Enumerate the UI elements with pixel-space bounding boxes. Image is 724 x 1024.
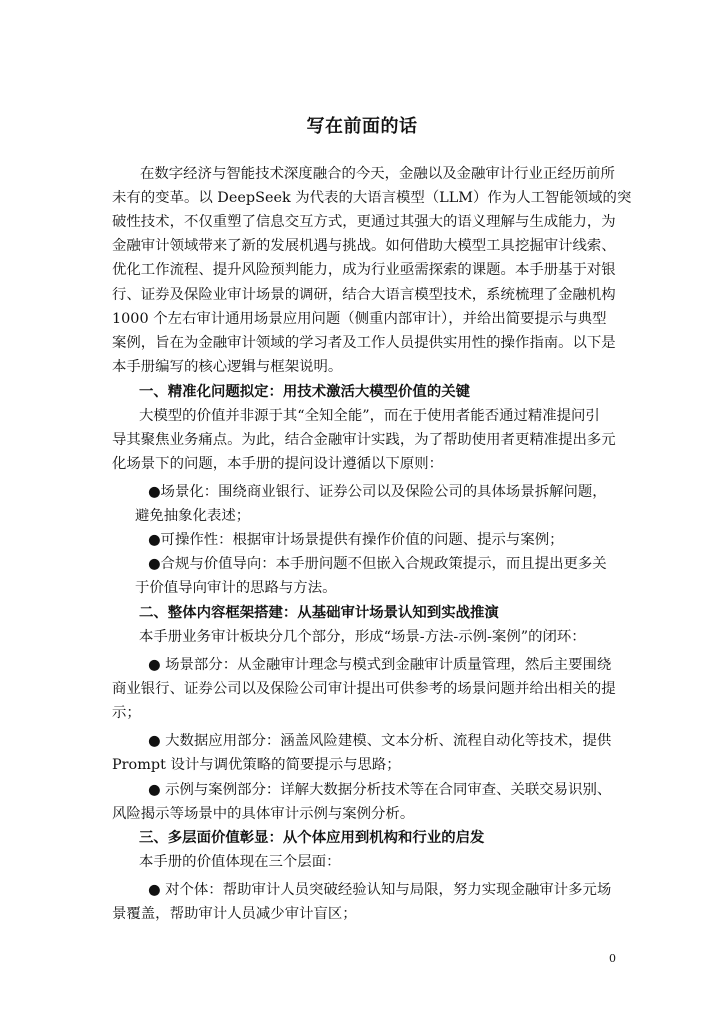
bullet-item: ●场景化：围绕商业银行、证券公司以及保险公司的具体场景拆解问题， — [148, 484, 607, 500]
bullet-item: ● 示例与案例部分：详解大数据分析技术等在合同审查、关联交易识别、 — [148, 782, 612, 798]
intro-line: 优化工作流程、提升风险预判能力，成为行业亟需探索的课题。本手册基于对银 — [112, 262, 616, 278]
section-heading: 三、多层面价值彰显：从个体应用到机构和行业的启发 — [139, 830, 485, 846]
bullet-item: ● 大数据应用部分：涵盖风险建模、文本分析、流程自动化等技术，提供 — [148, 733, 612, 749]
intro-line: 金融审计领域带来了新的发展机遇与挑战。如何借助大模型工具挖掘审计线索、 — [112, 238, 616, 254]
bullet-item-continuation: 风险揭示等场景中的具体审计示例与案例分析。 — [112, 806, 415, 822]
bullet-item-continuation: Prompt 设计与调优策略的简要提示与思路； — [112, 757, 401, 773]
bullet-item: ● 对个体：帮助审计人员突破经验认知与局限，努力实现金融审计多元场 — [148, 882, 612, 898]
intro-line: 1000 个左右审计通用场景应用问题（侧重内部审计），并给出简要提示与典型 — [112, 311, 607, 327]
section-line: 化场景下的问题，本手册的提问设计遵循以下原则： — [112, 456, 443, 472]
intro-line: 破性技术，不仅重塑了信息交互方式，更通过其强大的语义理解与生成能力，为 — [112, 214, 616, 230]
bullet-item: ●可操作性：根据审计场景提供有操作价值的问题、提示与案例； — [148, 532, 564, 548]
bullet-item-continuation: 避免抽象化表述； — [135, 508, 251, 524]
bullet-item: ●合规与价值导向：本手册问题不但嵌入合规政策提示，而且提出更多关 — [148, 556, 607, 572]
intro-line: 案例，旨在为金融审计领域的学习者及工作人员提供实用性的操作指南。以下是 — [112, 335, 616, 351]
page-title: 写在前面的话 — [306, 116, 418, 137]
section-line: 导其聚焦业务痛点。为此，结合金融审计实践，为了帮助使用者更精准提出多元 — [112, 432, 616, 448]
bullet-item-continuation: 示； — [112, 705, 141, 721]
page-number: 0 — [609, 952, 616, 965]
section-heading: 一、精准化问题拟定：用技术激活大模型价值的关键 — [139, 384, 470, 400]
bullet-item-continuation: 景覆盖，帮助审计人员减少审计盲区； — [112, 906, 357, 922]
intro-line: 在数字经济与智能技术深度融合的今天，金融以及金融审计行业正经历前所 — [140, 166, 615, 182]
bullet-item: ● 场景部分：从金融审计理念与模式到金融审计质量管理，然后主要围绕 — [148, 657, 612, 673]
intro-line: 本手册编写的核心逻辑与框架说明。 — [112, 359, 343, 375]
section-line: 本手册的价值体现在三个层面： — [139, 854, 341, 870]
section-line: 大模型的价值并非源于其“全知全能”，而在于使用者能否通过精准提问引 — [139, 408, 600, 424]
section-heading: 二、整体内容框架搭建：从基础审计场景认知到实战推演 — [139, 605, 499, 621]
bullet-item-continuation: 商业银行、证券公司以及保险公司审计提出可供参考的场景问题并给出相关的提 — [112, 681, 616, 697]
bullet-item-continuation: 于价值导向审计的思路与方法。 — [135, 580, 337, 596]
intro-line: 未有的变革。以 DeepSeek 为代表的大语言模型（LLM）作为人工智能领域的突 — [112, 190, 632, 206]
section-line: 本手册业务审计板块分几个部分，形成“场景-方法-示例-案例”的闭环： — [139, 629, 586, 645]
intro-line: 行、证券及保险业审计场景的调研，结合大语言模型技术，系统梳理了金融机构 — [112, 287, 616, 303]
